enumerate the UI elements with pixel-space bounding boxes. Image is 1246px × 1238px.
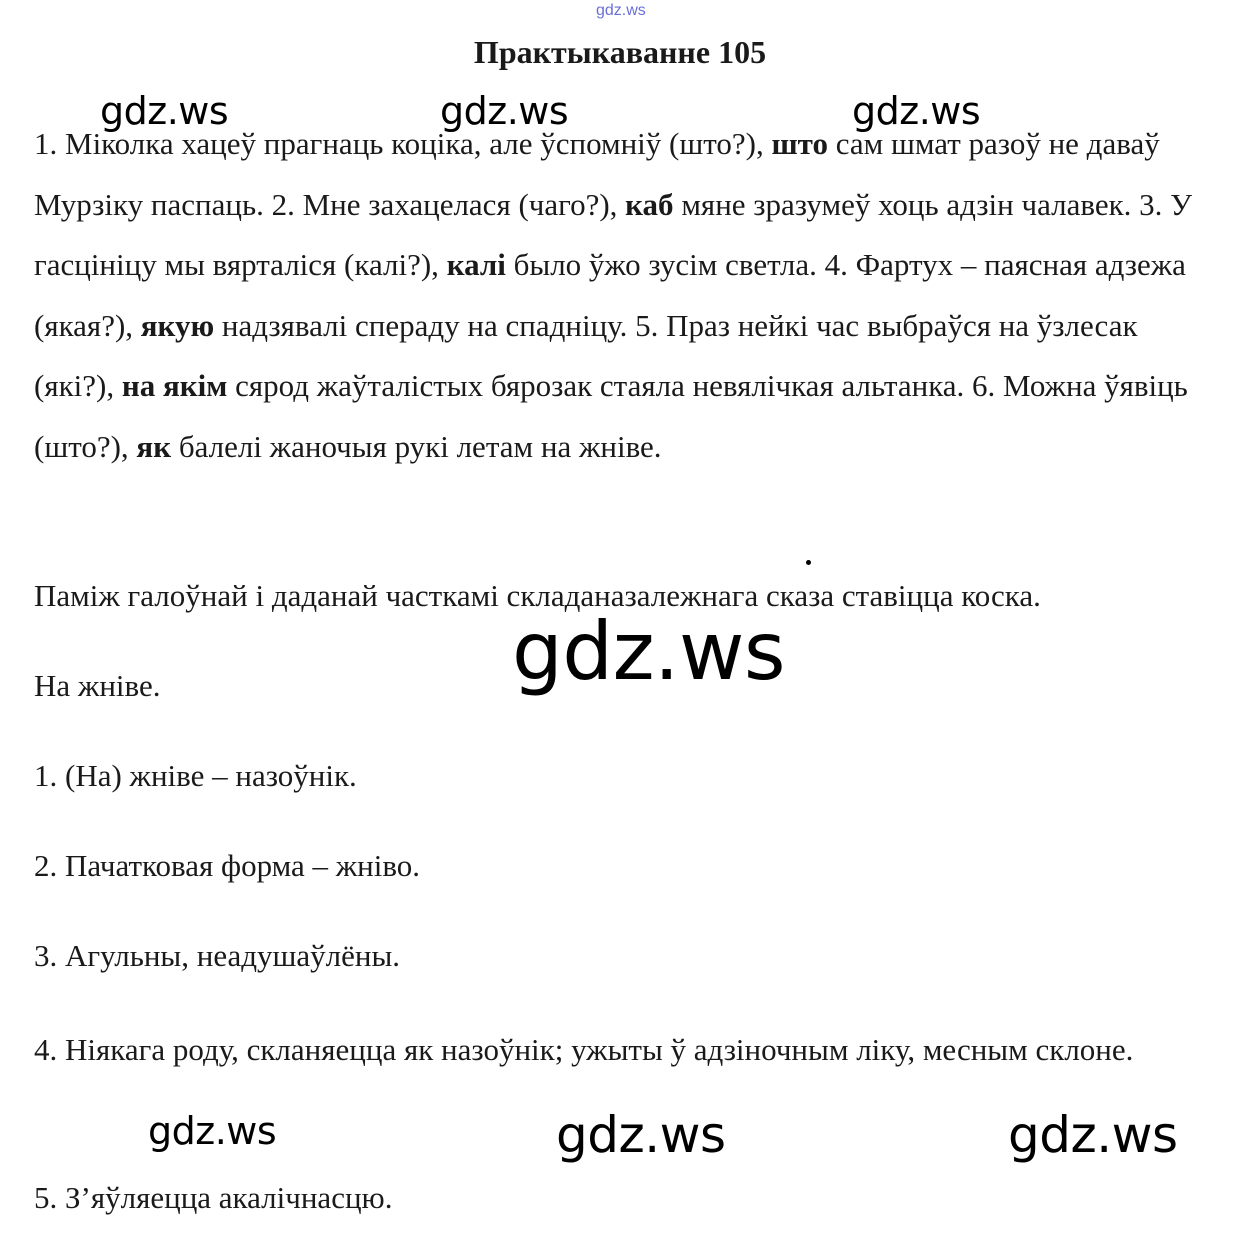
analysis-item: 2. Пачатковая форма – жніво. bbox=[34, 848, 421, 883]
analysis-item: 5. З’яўляецца акалічнасцю. bbox=[34, 1180, 393, 1215]
sentence-text: надзявалі спераду на спадніцу. 5. Праз нейкі час выбраўся на ўзлесак (які?), bbox=[34, 307, 1138, 403]
stray-dot bbox=[806, 560, 811, 565]
sentence-text: 1. Міколка хацеў прагнаць коціка, але ўспомніў (што?), bbox=[34, 126, 772, 161]
sentence-text: мяне зразумеў хоць адзін чалавек. 3. У гасцініцу мы вярталіся (калі?), bbox=[34, 186, 1193, 282]
watermark-large: gdz.ws bbox=[512, 605, 786, 698]
conjunction-highlight: калі bbox=[446, 247, 506, 282]
conjunction-highlight: на якім bbox=[121, 368, 228, 403]
parsed-word: На жніве. bbox=[34, 668, 161, 703]
watermark: gdz.ws bbox=[852, 89, 981, 133]
conjunction-highlight: як bbox=[136, 428, 172, 464]
punctuation-rule: Паміж галоўнай і даданай часткамі складаназалежнага сказа ставіцца коска. bbox=[34, 578, 1041, 613]
watermark: gdz.ws bbox=[1008, 1106, 1178, 1164]
watermark: gdz.ws bbox=[148, 1109, 277, 1153]
conjunction-highlight: каб bbox=[625, 186, 674, 222]
analysis-item: 3. Агульны, неадушаўлёны. bbox=[34, 938, 401, 973]
watermark: gdz.ws bbox=[440, 89, 569, 133]
watermark: gdz.ws bbox=[556, 1106, 726, 1164]
analysis-item: 4. Ніякага роду, скланяецца як назоўнік; ужыты ў адзіночным ліку, месным склоне. bbox=[34, 1032, 1134, 1067]
sentence-text: балелі жаночыя рукі летам на жніве. bbox=[171, 428, 662, 464]
sentence-text: сам шмат разоў не даваў Мурзіку паспаць. 2. Мне захацелася (чаго?), bbox=[34, 126, 1160, 222]
exercise-title: Практыкаванне 105 bbox=[473, 34, 767, 70]
watermark: gdz.ws bbox=[100, 89, 229, 133]
analysis-item: 1. (На) жніве – назоўнік. bbox=[34, 758, 357, 793]
sentence-text: было ўжо зусім светла. 4. Фартух – паясная адзежа (якая?), bbox=[34, 247, 1186, 343]
watermark-top: gdz.ws bbox=[596, 2, 646, 19]
sentence-text: сярод жаўталістых бярозак стаяла невялічкая альтанка. 6. Можна ўявіць (што?), bbox=[34, 368, 1188, 464]
answer-paragraph bbox=[34, 114, 1219, 477]
conjunction-highlight: што bbox=[771, 126, 828, 161]
conjunction-highlight: якую bbox=[140, 307, 215, 343]
